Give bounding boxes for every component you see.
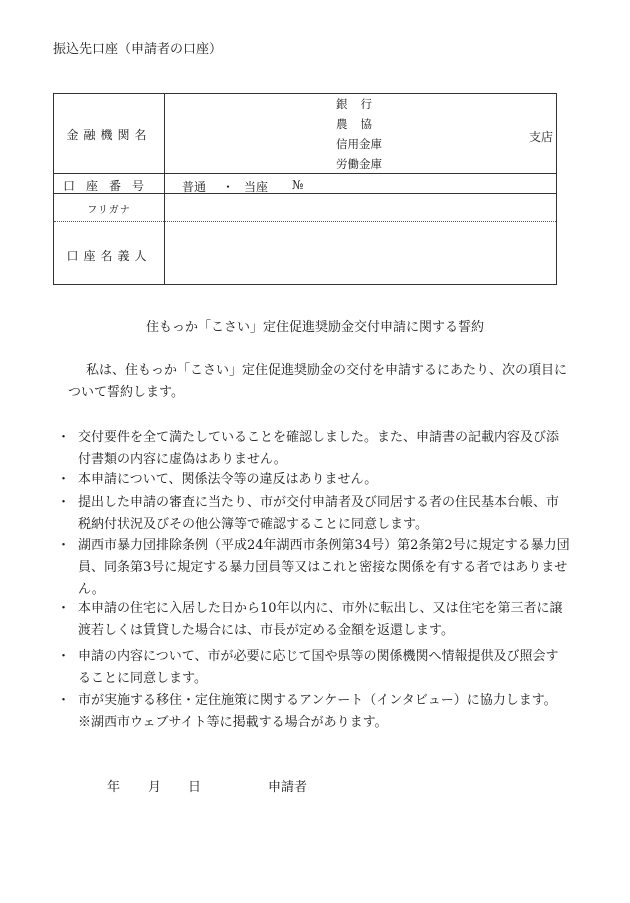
pledge-bullet: ・	[57, 693, 71, 708]
pledge-item-3-line-2: 税納付状況及びその他公簿等で確認することに同意します。	[78, 517, 428, 532]
institution-type-agricultural-coop[interactable]: 農協	[336, 117, 385, 131]
pledge-item-4-line-3: ん。	[78, 582, 105, 597]
pledge-item-7-line-2: ※湖西市ウェブサイト等に掲載する場合があります。	[78, 715, 388, 730]
pledge-item-6-line-1: 申請の内容について、市が必要に応じて国や県等の関係機関へ情報提供及び照会す	[78, 649, 559, 664]
pledge-title: 住もっか「こさい」定住促進奨励金交付申請に関する誓約	[145, 320, 484, 335]
bank-account-table	[53, 93, 557, 285]
branch-label: 支店	[529, 130, 554, 144]
pledge-item-7-line-1: 市が実施する移住・定住施策に関するアンケート（インタビュー）に協力します。	[78, 693, 557, 708]
date-year-label: 年	[107, 780, 121, 795]
pledge-bullet: ・	[57, 649, 71, 664]
furigana-label: フリガナ	[87, 205, 131, 216]
date-day-label: 日	[188, 780, 202, 795]
pledge-item-5-line-1: 本申請の住宅に入居した日から10年以内に、市外に転出し、又は住宅を第三者に譲	[78, 601, 563, 616]
date-month-label: 月	[148, 780, 162, 795]
pledge-item-3-line-1: 提出した申請の審査に当たり、市が交付申請者及び同居する者の住民基本台帳、市	[78, 495, 560, 510]
pledge-item-4-line-1: 湖西市暴力団排除条例（平成24年湖西市条例第34号）第2条第2号に規定する暴力団	[78, 538, 570, 553]
account-number-mark: №	[292, 178, 304, 192]
account-section-heading: 振込先口座（申請者の口座）	[53, 42, 223, 57]
pledge-intro-line-1: 私は、住もっか「こさい」定住促進奨励金の交付を申請するにあたり、次の項目に	[86, 363, 568, 378]
institution-type-credit-union[interactable]: 信用金庫	[336, 137, 382, 151]
account-type-separator: ・	[222, 180, 235, 194]
account-number-label: 口座番号	[62, 179, 155, 193]
pledge-item-1-line-1: 交付要件を全て満たしていることを確認しました。また、申請書の記載内容及び添	[78, 430, 560, 445]
pledge-item-2-line-1: 本申請について、関係法令等の違反はありません。	[78, 472, 378, 487]
pledge-bullet: ・	[57, 495, 71, 510]
pledge-item-4-line-2: 員、同条第3号に規定する暴力団員等又はこれと密接な関係を有する者ではありませ	[78, 560, 568, 575]
pledge-item-1-line-2: 付書類の内容に虚偽はありません。	[78, 452, 287, 467]
account-type-ordinary[interactable]: 普通	[182, 180, 207, 194]
pledge-bullet: ・	[57, 601, 71, 616]
pledge-item-6-line-2: ることに同意します。	[78, 671, 207, 686]
applicant-label: 申請者	[268, 780, 308, 795]
pledge-bullet: ・	[57, 472, 71, 487]
pledge-bullet: ・	[57, 538, 71, 553]
pledge-bullet: ・	[57, 430, 71, 445]
account-type-current[interactable]: 当座	[244, 180, 269, 194]
account-holder-label: 口座名義人	[66, 249, 152, 263]
institution-type-labour-bank[interactable]: 労働金庫	[336, 157, 382, 171]
pledge-intro-line-2: ついて誓約します。	[68, 385, 184, 400]
financial-institution-label: 金融機関名	[66, 128, 152, 142]
pledge-item-5-line-2: 渡若しくは賃貸した場合には、市長が定める金額を返還します。	[78, 623, 454, 638]
institution-type-bank[interactable]: 銀行	[336, 97, 385, 111]
